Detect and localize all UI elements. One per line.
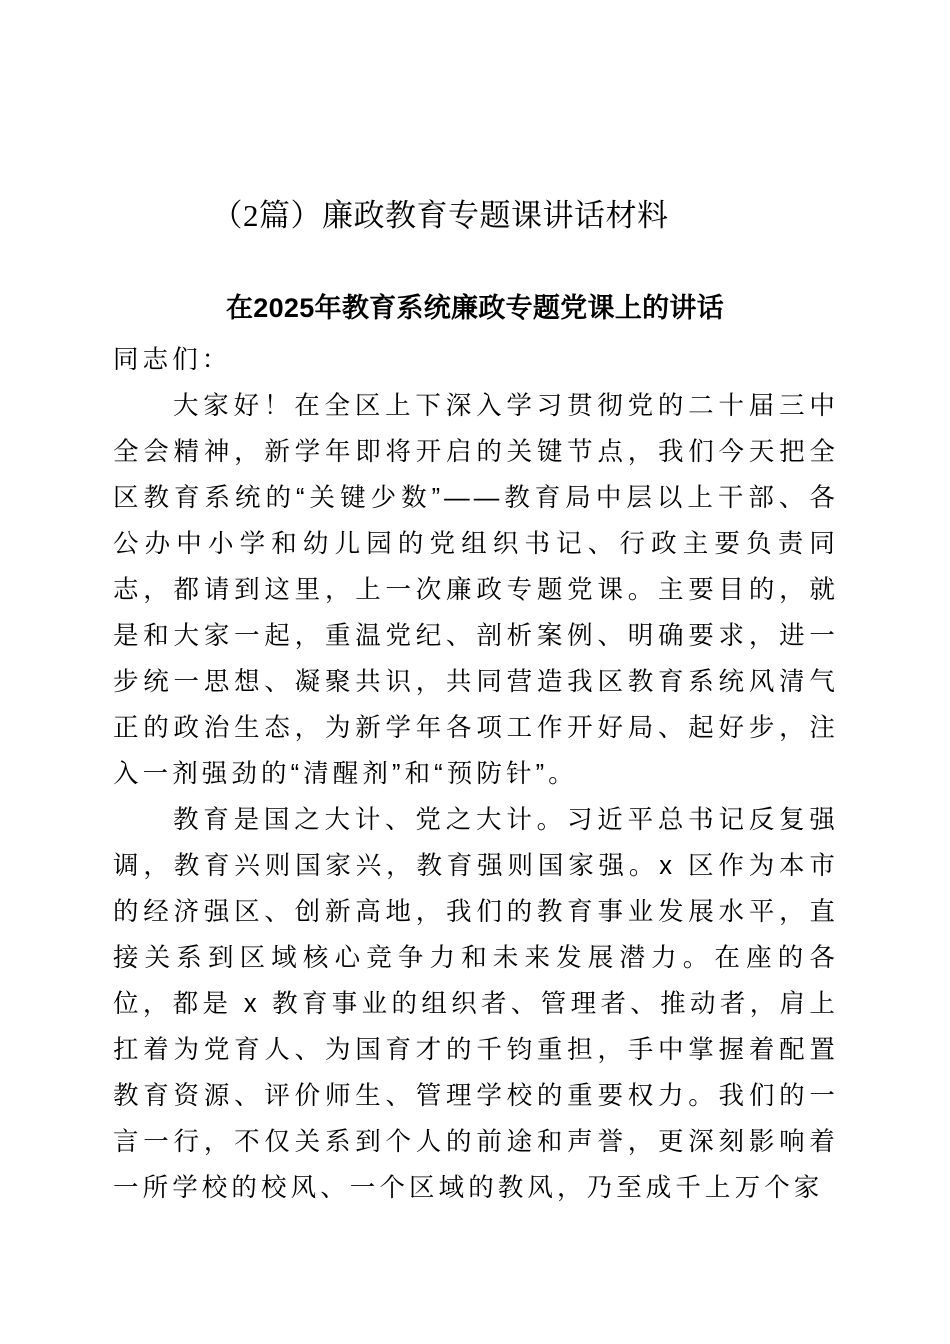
salutation-line: 同志们： (113, 346, 232, 374)
document-title: （2篇）廉政教育专题课讲话材料 (211, 198, 669, 233)
body-paragraph-2: 教育是国之大计、党之大计。习近平总书记反复强调，教育兴则国家兴，教育强则国家强。x 区作为本市的经济强区、创新高地，我们的教育事业发展水平，直接关系到区域核心竞争力和未来发展潜力。在座的各位，都是 x 教育事业的组织者、管理者、推动者，肩上扛着为党育人、为国育才的千钧重担，手中掌握着配置教育资源、评价师生、管理学校的重要权力。我们的一言一行，不仅关系到个人的前途和声誉，更深刻影响着一所学校的校风、一个区域的教风，乃至成千上万个家 (113, 806, 839, 1202)
speech-title: 在2025年教育系统廉政专题党课上的讲话 (225, 293, 725, 323)
body-paragraph-1: 大家好！在全区上下深入学习贯彻党的二十届三中全会精神，新学年即将开启的关键节点，我们今天把全区教育系统的“关键少数”——教育局中层以上干部、各公办中小学和幼儿园的党组织书记、行政主要负责同志，都请到这里，上一次廉政专题党课。主要目的，就是和大家一起，重温党纪、剖析案例、明确要求，进一步统一思想、凝聚共识，共同营造我区教育系统风清气正的政治生态，为新学年各项工作开好局、起好步，注入一剂强劲的“清醒剂”和“预防针”。 (113, 392, 839, 788)
document-body (113, 337, 839, 1211)
